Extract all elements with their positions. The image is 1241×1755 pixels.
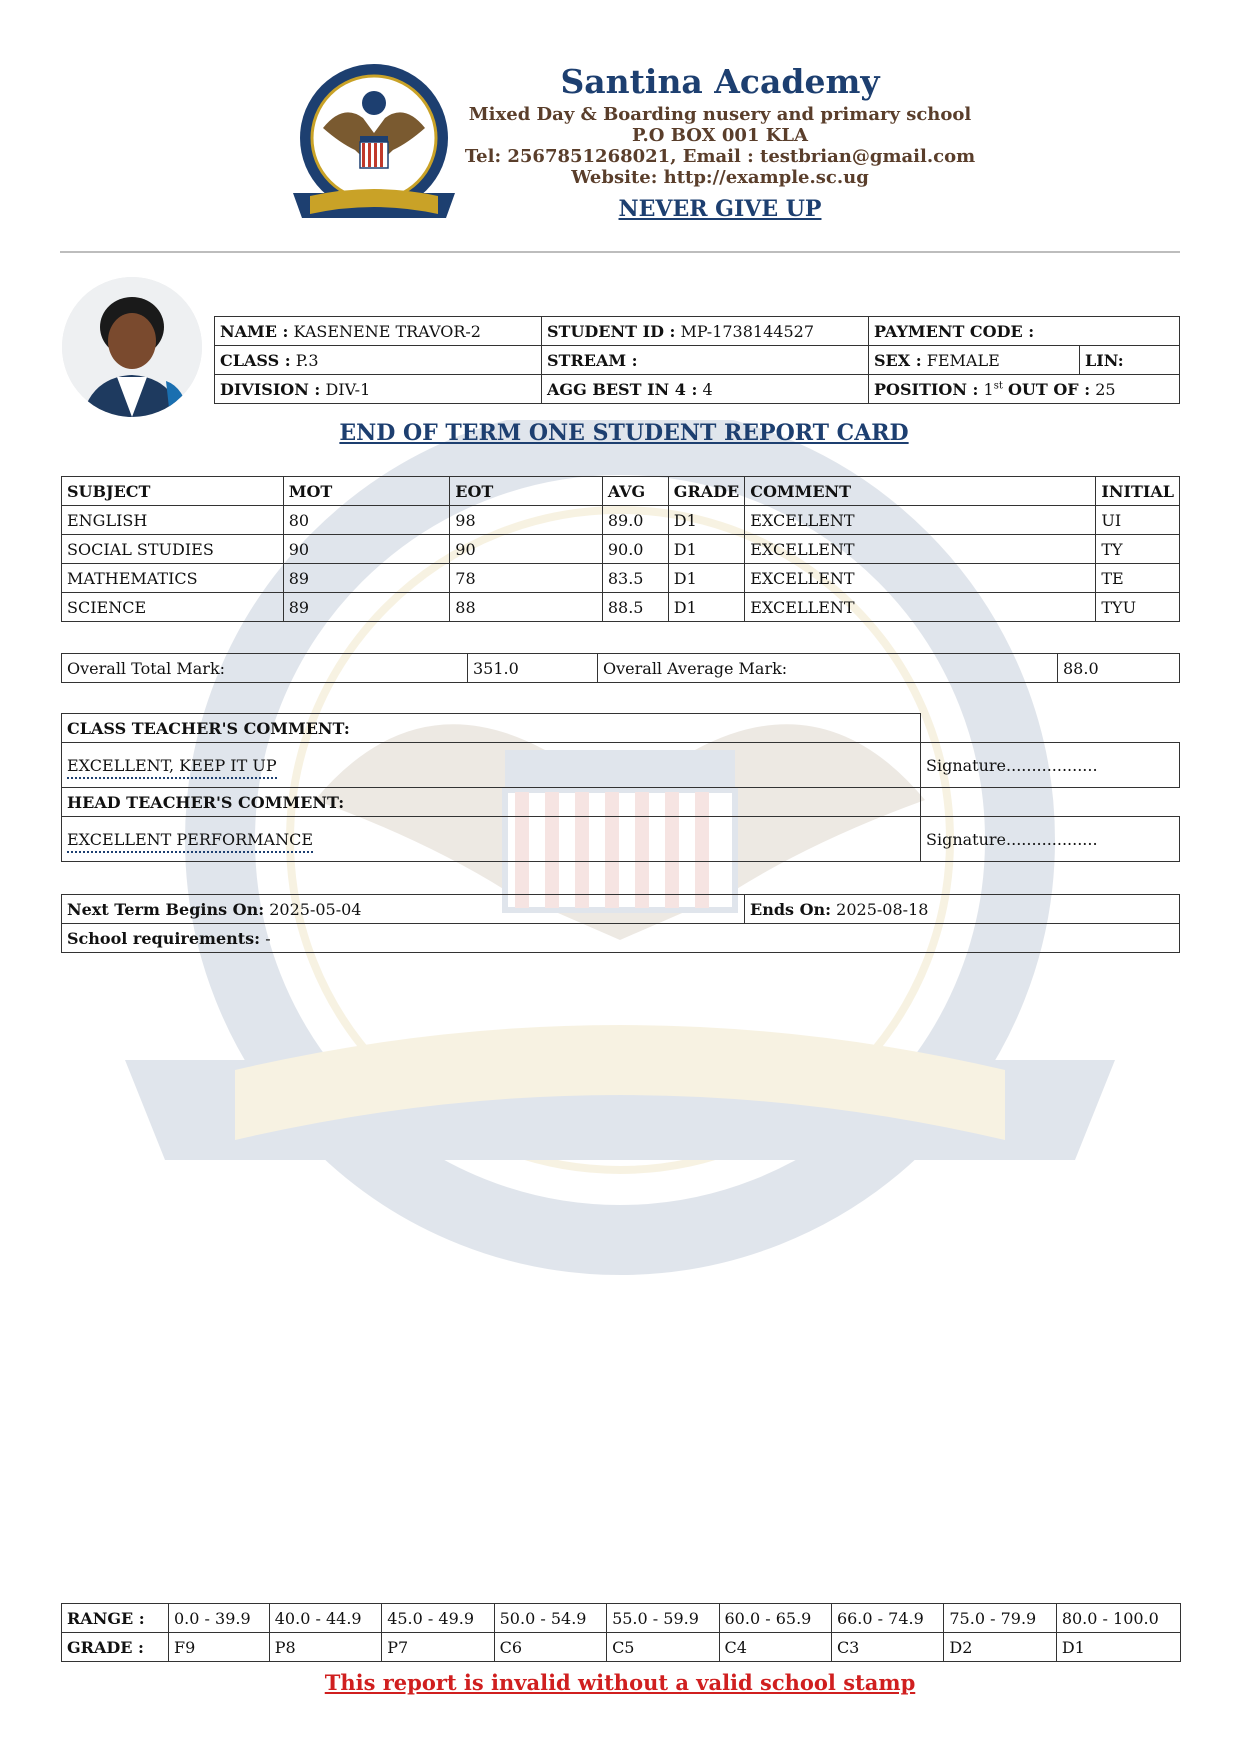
initial-cell: TY — [1096, 535, 1180, 564]
school-contact: Tel: 2567851268021, Email : testbrian@gmail.com — [464, 146, 976, 167]
subject-cell: SCIENCE — [62, 593, 284, 622]
table-row — [62, 535, 1180, 564]
initial-cell: UI — [1096, 506, 1180, 535]
range-cell: 75.0 - 79.9 — [944, 1604, 1056, 1633]
head-teacher-comment: EXCELLENT PERFORMANCE — [62, 817, 921, 862]
column-header: EOT — [450, 477, 603, 506]
school-logo — [288, 58, 460, 234]
stamp-validity-note: This report is invalid without a valid school stamp — [324, 1670, 916, 1695]
avg-cell: 83.5 — [602, 564, 668, 593]
column-header: INITIAL — [1096, 477, 1180, 506]
class-teacher-label: CLASS TEACHER'S COMMENT: — [62, 714, 921, 743]
term-dates-table — [61, 894, 1180, 953]
student-id-cell: STUDENT ID : MP-1738144527 — [542, 317, 869, 346]
subject-cell: ENGLISH — [62, 506, 284, 535]
grade-cell: C6 — [494, 1633, 606, 1662]
class-teacher-signature: Signature.................. — [921, 743, 1180, 788]
mot-cell: 89 — [283, 564, 450, 593]
student-photo — [62, 277, 202, 417]
school-website: Website: http://example.sc.ug — [571, 167, 869, 188]
grade-cell: C4 — [719, 1633, 831, 1662]
spacer-cell — [921, 714, 1180, 743]
school-address: P.O BOX 001 KLA — [631, 125, 809, 146]
total-value: 351.0 — [468, 654, 598, 683]
eot-cell: 90 — [450, 535, 603, 564]
grade-cell: D1 — [668, 593, 744, 622]
grade-cell: D1 — [668, 564, 744, 593]
payment-code-cell: PAYMENT CODE : — [869, 317, 1180, 346]
range-cell: 80.0 - 100.0 — [1056, 1604, 1180, 1633]
report-title: END OF TERM ONE STUDENT REPORT CARD — [339, 420, 909, 446]
initial-cell: TYU — [1096, 593, 1180, 622]
position-cell: POSITION : 1st OUT OF : 25 — [869, 375, 1180, 404]
initial-cell: TE — [1096, 564, 1180, 593]
range-cell: 50.0 - 54.9 — [494, 1604, 606, 1633]
total-label: Overall Total Mark: — [62, 654, 468, 683]
school-motto: NEVER GIVE UP — [618, 196, 822, 222]
student-info-table — [214, 316, 1180, 404]
head-teacher-signature: Signature.................. — [921, 817, 1180, 862]
class-teacher-comment: EXCELLENT, KEEP IT UP — [62, 743, 921, 788]
table-row — [62, 506, 1180, 535]
range-cell: 40.0 - 44.9 — [269, 1604, 381, 1633]
avg-cell: 90.0 — [602, 535, 668, 564]
spacer-cell — [921, 788, 1180, 817]
column-header: GRADE — [668, 477, 744, 506]
header-divider — [60, 251, 1180, 253]
comments-table — [61, 713, 1180, 862]
grade-cell: C5 — [607, 1633, 719, 1662]
student-avatar-icon — [62, 277, 202, 417]
average-value: 88.0 — [1058, 654, 1180, 683]
school-name: Santina Academy — [560, 62, 880, 101]
grading-scale-table — [61, 1603, 1181, 1662]
comment-cell: EXCELLENT — [745, 535, 1096, 564]
range-cell: 45.0 - 49.9 — [382, 1604, 494, 1633]
grade-cell: D1 — [668, 506, 744, 535]
division-cell: DIVISION : DIV-1 — [215, 375, 542, 404]
totals-table — [61, 653, 1180, 683]
marks-table — [61, 476, 1180, 622]
range-cell: 60.0 - 65.9 — [719, 1604, 831, 1633]
subject-cell: MATHEMATICS — [62, 564, 284, 593]
aggregate-cell: AGG BEST IN 4 : 4 — [542, 375, 869, 404]
eot-cell: 78 — [450, 564, 603, 593]
column-header: AVG — [602, 477, 668, 506]
comment-cell: EXCELLENT — [745, 506, 1096, 535]
school-tagline: Mixed Day & Boarding nusery and primary school — [468, 104, 972, 125]
grade-cell: D1 — [1056, 1633, 1180, 1662]
grade-cell: P7 — [382, 1633, 494, 1662]
mot-cell: 89 — [283, 593, 450, 622]
comment-cell: EXCELLENT — [745, 564, 1096, 593]
stream-cell: STREAM : — [542, 346, 869, 375]
subject-cell: SOCIAL STUDIES — [62, 535, 284, 564]
column-header: MOT — [283, 477, 450, 506]
head-teacher-label: HEAD TEACHER'S COMMENT: — [62, 788, 921, 817]
grade-cell: F9 — [169, 1633, 270, 1662]
next-term-begins: Next Term Begins On: 2025-05-04 — [62, 895, 745, 924]
range-label: RANGE : — [62, 1604, 169, 1633]
avg-cell: 88.5 — [602, 593, 668, 622]
school-requirements: School requirements: - — [62, 924, 1180, 953]
table-row — [62, 593, 1180, 622]
grade-cell: C3 — [831, 1633, 943, 1662]
average-label: Overall Average Mark: — [598, 654, 1058, 683]
range-cell: 66.0 - 74.9 — [831, 1604, 943, 1633]
range-cell: 0.0 - 39.9 — [169, 1604, 270, 1633]
grade-cell: P8 — [269, 1633, 381, 1662]
marks-header-row — [62, 477, 1180, 506]
grade-row — [62, 1633, 1181, 1662]
mot-cell: 90 — [283, 535, 450, 564]
grade-cell: D2 — [944, 1633, 1056, 1662]
grade-cell: D1 — [668, 535, 744, 564]
comment-cell: EXCELLENT — [745, 593, 1096, 622]
name-cell: NAME : KASENENE TRAVOR-2 — [215, 317, 542, 346]
table-row — [62, 564, 1180, 593]
range-cell: 55.0 - 59.9 — [607, 1604, 719, 1633]
range-row — [62, 1604, 1181, 1633]
avg-cell: 89.0 — [602, 506, 668, 535]
term-ends: Ends On: 2025-08-18 — [745, 895, 1180, 924]
column-header: COMMENT — [745, 477, 1096, 506]
mot-cell: 80 — [283, 506, 450, 535]
grade-label: GRADE : — [62, 1633, 169, 1662]
eot-cell: 88 — [450, 593, 603, 622]
class-cell: CLASS : P.3 — [215, 346, 542, 375]
lin-cell: LIN: — [1080, 346, 1180, 375]
column-header: SUBJECT — [62, 477, 284, 506]
sex-cell: SEX : FEMALE — [869, 346, 1080, 375]
eot-cell: 98 — [450, 506, 603, 535]
